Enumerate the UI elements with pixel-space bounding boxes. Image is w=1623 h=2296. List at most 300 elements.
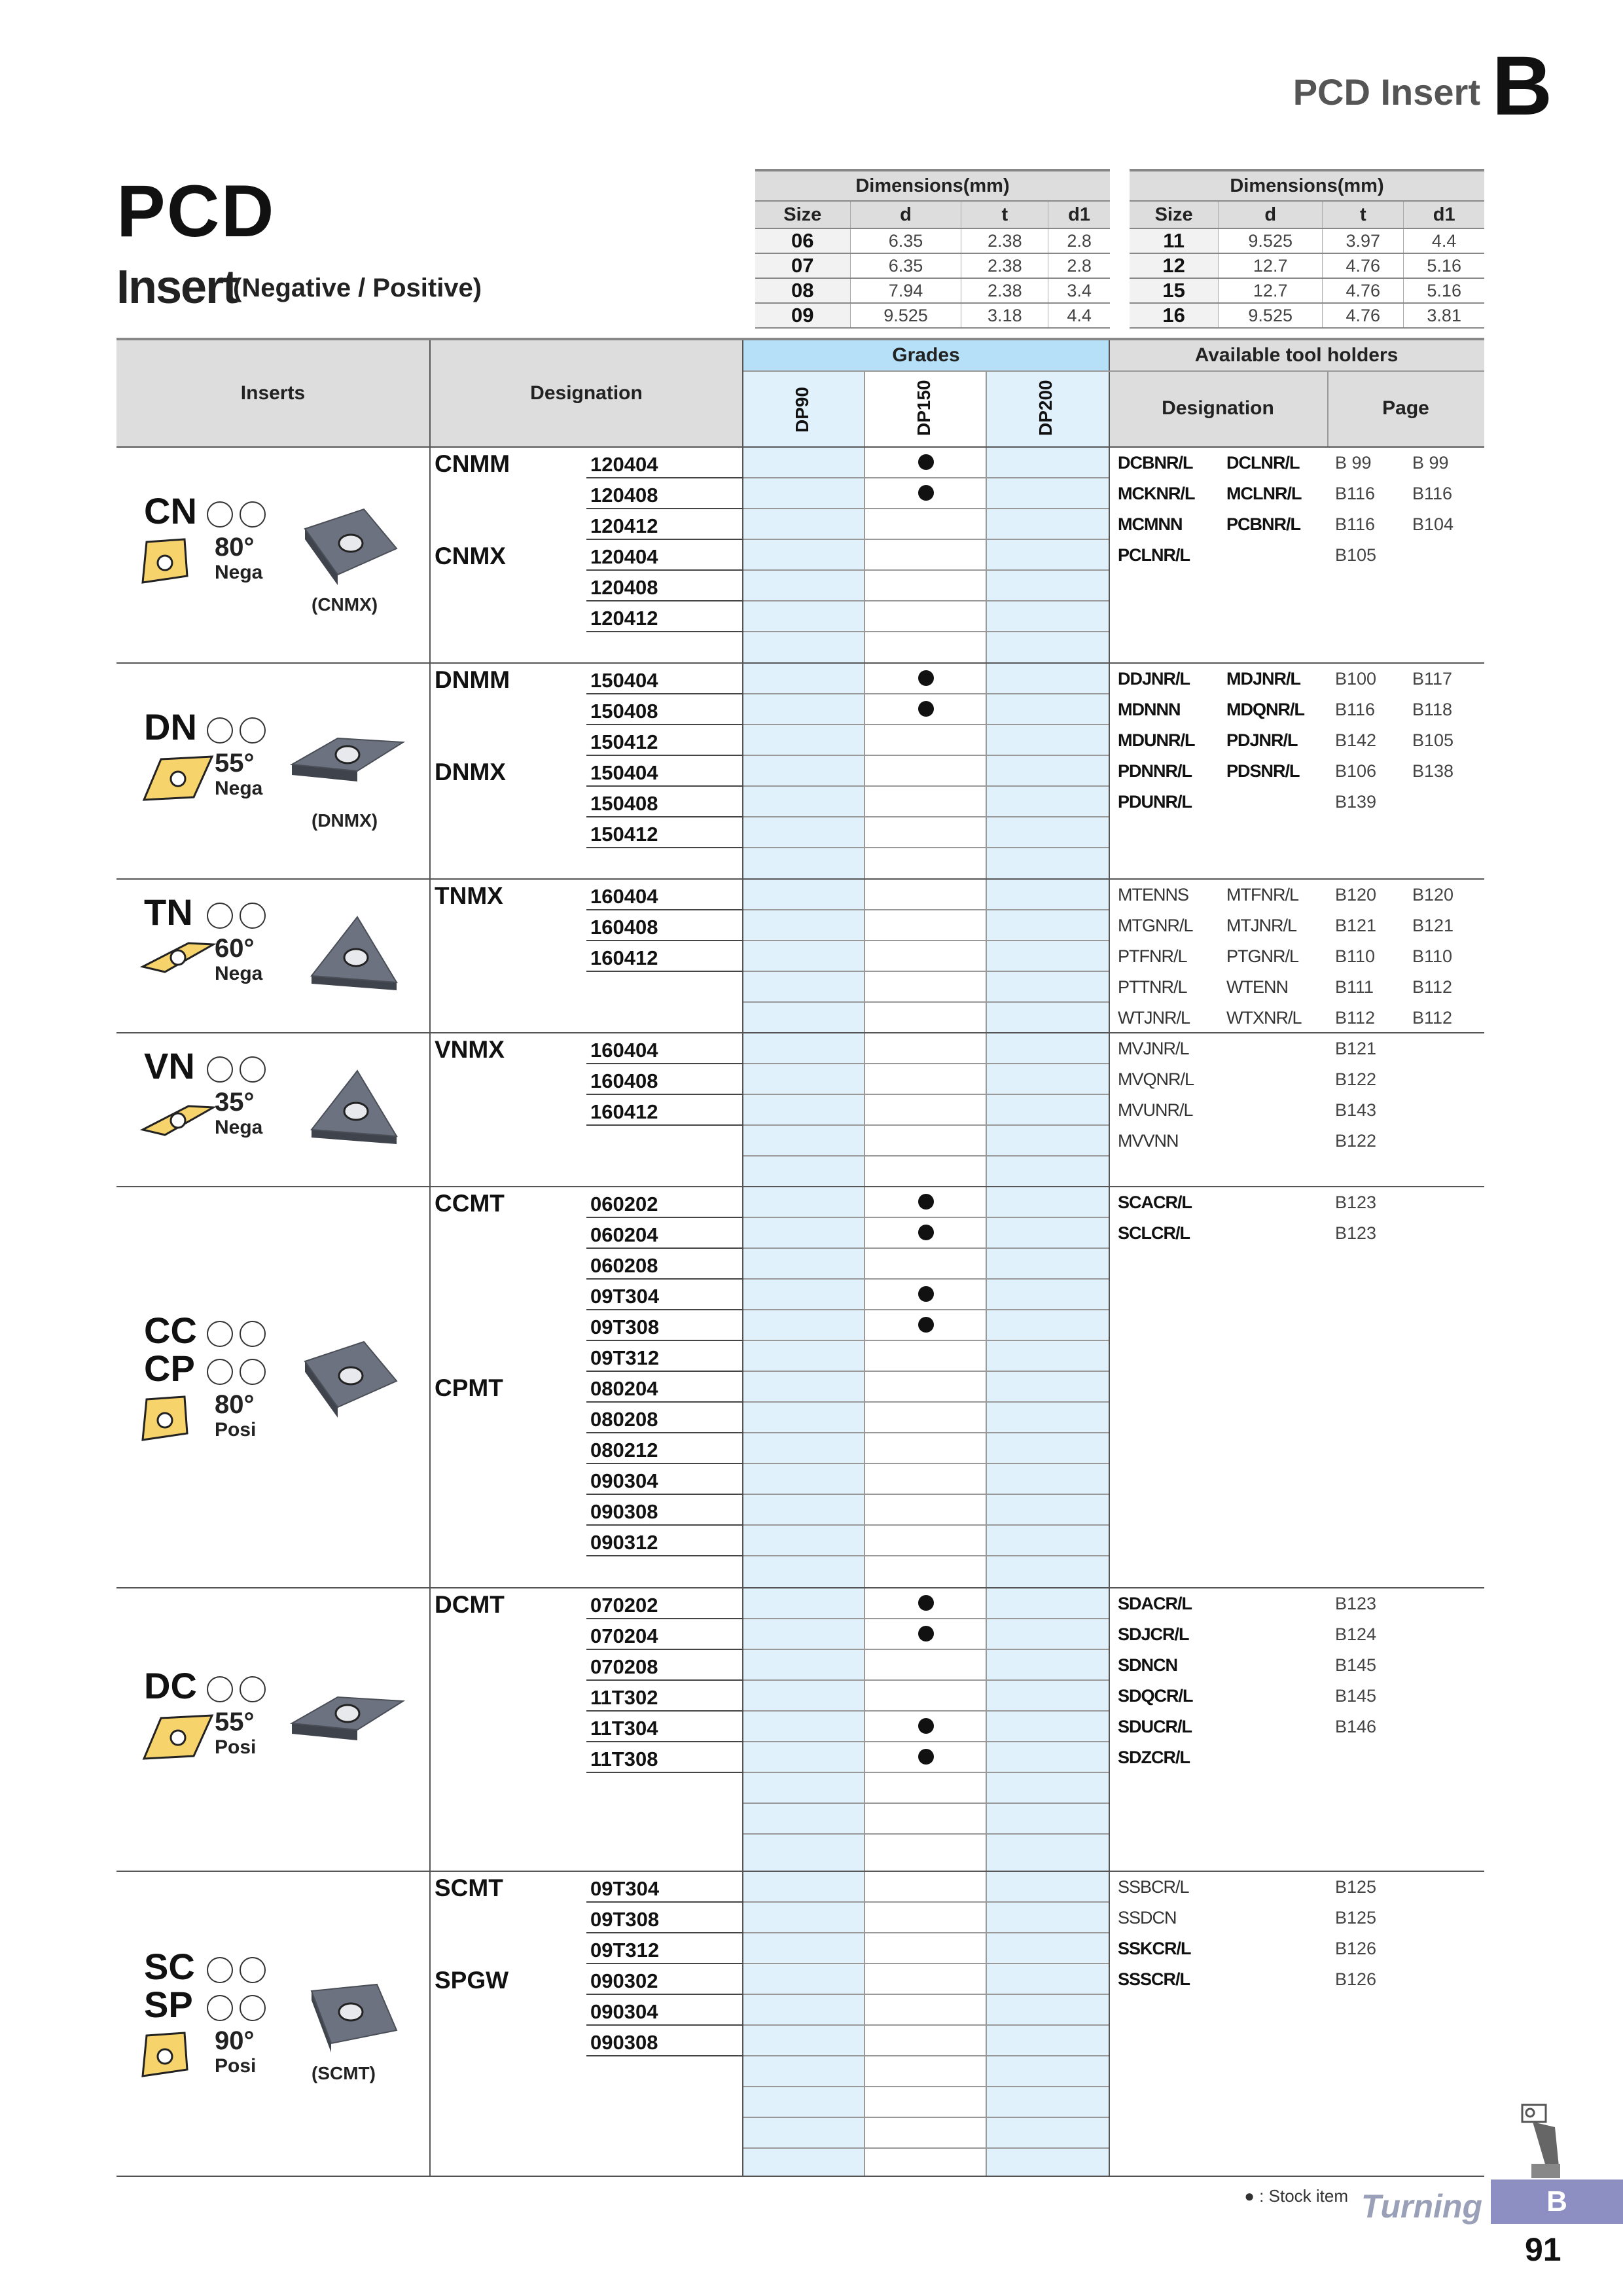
series-name: CNMX — [435, 543, 506, 569]
grade-label-dp150: DP150 — [914, 380, 934, 436]
holder-designation[interactable]: PCBNR/L — [1226, 514, 1300, 534]
holder-designation[interactable]: PDSNR/L — [1226, 761, 1300, 781]
holder-page[interactable]: B110 — [1412, 946, 1453, 966]
row-line — [743, 971, 1109, 972]
group-separator — [116, 1587, 1484, 1588]
insert-code[interactable]: 060204 — [590, 1223, 658, 1246]
insert-photo-icon — [285, 719, 410, 810]
holder-designation[interactable]: SSDCN — [1118, 1908, 1177, 1928]
insert-code[interactable]: 11T308 — [590, 1748, 658, 1770]
insert-type-name: CP — [144, 1347, 195, 1389]
row-line — [586, 1679, 743, 1681]
holder-designation[interactable]: DDJNR/L — [1118, 669, 1190, 689]
insert-code[interactable]: 150412 — [590, 730, 658, 753]
holder-designation[interactable]: MVQNR/L — [1118, 1069, 1194, 1089]
holder-page[interactable]: B112 — [1335, 1008, 1376, 1028]
row-line — [586, 724, 743, 725]
stock-dot-icon — [918, 454, 934, 470]
holder-page[interactable]: B125 — [1335, 1908, 1377, 1928]
holder-designation[interactable]: SSKCR/L — [1118, 1939, 1191, 1958]
insert-code[interactable]: 120408 — [590, 576, 658, 599]
row-line — [743, 1679, 1109, 1681]
holder-page[interactable]: B126 — [1335, 1939, 1377, 1958]
holder-designation[interactable]: SDNCN — [1118, 1655, 1178, 1675]
row-line — [586, 1371, 743, 1372]
holder-page[interactable]: B126 — [1335, 1969, 1377, 1989]
insert-shape-icon — [139, 1712, 217, 1764]
grade-col-dp200 — [987, 370, 1109, 2176]
insert-angle: 55° — [215, 749, 255, 778]
insert-angle: 80° — [215, 1390, 255, 1419]
insert-code[interactable]: 120404 — [590, 453, 658, 476]
insert-code[interactable]: 080212 — [590, 1439, 658, 1462]
row-line — [743, 1524, 1109, 1526]
insert-circle — [240, 903, 266, 929]
row-line — [586, 569, 743, 571]
row-line — [743, 1803, 1109, 1804]
insert-clearance-type: Nega — [215, 962, 263, 984]
insert-code[interactable]: 160412 — [590, 946, 658, 969]
holder-designation[interactable]: PDUNR/L — [1118, 792, 1192, 812]
product-subtitle: Insert — [116, 261, 238, 314]
insert-code[interactable]: 090312 — [590, 1531, 658, 1554]
row-line — [586, 1524, 743, 1526]
row-line — [743, 847, 1109, 848]
insert-code[interactable]: 060208 — [590, 1254, 658, 1277]
stock-dot-icon — [918, 1626, 934, 1641]
holder-page[interactable]: B104 — [1412, 514, 1454, 534]
row-line — [743, 1994, 1109, 1995]
row-line — [743, 1741, 1109, 1742]
section-letter: B — [1491, 39, 1552, 133]
row-line — [586, 971, 743, 972]
insert-circle — [240, 1676, 266, 1702]
row-line — [743, 508, 1109, 509]
holder-page[interactable]: B123 — [1335, 1223, 1377, 1243]
holder-designation-header: Designation — [1162, 397, 1274, 419]
row-line — [743, 1340, 1109, 1341]
holder-page[interactable]: B 99 — [1335, 453, 1372, 473]
insert-angle: 35° — [215, 1087, 255, 1117]
insert-code[interactable]: 09T304 — [590, 1877, 660, 1900]
section-name: Turning — [1361, 2188, 1482, 2225]
row-line — [586, 1094, 743, 1095]
insert-code[interactable]: 09T308 — [590, 1316, 660, 1338]
row-line — [586, 1063, 743, 1064]
row-line — [586, 2055, 743, 2056]
insert-code[interactable]: 070208 — [590, 1655, 658, 1678]
row-line — [743, 1963, 1109, 1964]
holder-designation[interactable]: SCACR/L — [1118, 1193, 1192, 1212]
row-line — [743, 569, 1109, 571]
row-line — [743, 1094, 1109, 1095]
insert-code[interactable]: 090302 — [590, 1969, 658, 1992]
designation-header: Designation — [530, 382, 643, 404]
series-name: DCMT — [435, 1591, 505, 1618]
holder-page[interactable]: B118 — [1412, 700, 1453, 719]
holder-designation[interactable]: SDACR/L — [1118, 1594, 1192, 1613]
row-line — [743, 755, 1109, 756]
insert-code[interactable]: 160412 — [590, 1100, 658, 1123]
holder-page[interactable]: B123 — [1335, 1594, 1377, 1613]
insert-code[interactable]: 09T304 — [590, 1285, 660, 1308]
row-line — [586, 940, 743, 941]
stock-dot-icon — [918, 701, 934, 717]
insert-code[interactable]: 150412 — [590, 823, 658, 846]
insert-type-name: VN — [144, 1045, 195, 1086]
group-separator — [116, 1032, 1484, 1033]
holder-designation[interactable]: MCLNR/L — [1226, 484, 1302, 503]
holder-page[interactable]: B142 — [1335, 730, 1377, 750]
stock-dot-icon — [918, 670, 934, 686]
insert-clearance-type: Posi — [215, 2055, 257, 2077]
row-line — [586, 847, 743, 848]
row-line — [586, 755, 743, 756]
row-line — [743, 1278, 1109, 1280]
insert-code[interactable]: 120412 — [590, 514, 658, 537]
holder-page[interactable]: B145 — [1335, 1655, 1377, 1675]
holder-designation[interactable]: SDQCR/L — [1118, 1686, 1193, 1706]
row-line — [586, 631, 743, 632]
divider — [742, 340, 743, 2176]
row-line — [743, 1772, 1109, 1773]
insert-code[interactable]: 160404 — [590, 885, 658, 908]
series-name: CPMT — [435, 1374, 503, 1401]
holder-designation[interactable]: MCKNR/L — [1118, 484, 1195, 503]
row-line — [586, 1217, 743, 1218]
insert-circle — [207, 717, 233, 744]
holder-page[interactable]: B100 — [1335, 669, 1377, 689]
row-line — [743, 2147, 1109, 2149]
group-separator — [116, 446, 1484, 448]
row-line — [743, 2055, 1109, 2056]
insert-shape-icon — [139, 1101, 217, 1140]
holder-page[interactable]: B125 — [1335, 1877, 1377, 1897]
insert-code[interactable]: 120412 — [590, 607, 658, 630]
series-name: TNMX — [435, 882, 503, 909]
row-line — [586, 1247, 743, 1249]
insert-clearance-type: Nega — [215, 1116, 263, 1138]
insert-code[interactable]: 160408 — [590, 1069, 658, 1092]
insert-type-name: SC — [144, 1946, 195, 1987]
insert-code[interactable]: 160404 — [590, 1039, 658, 1062]
insert-shape-icon — [139, 537, 191, 589]
row-line — [743, 477, 1109, 478]
holder-designation[interactable]: MVJNR/L — [1118, 1039, 1189, 1058]
holder-designation[interactable]: PTFNR/L — [1118, 946, 1187, 966]
insert-clearance-type: Posi — [215, 1418, 257, 1441]
inserts-header: Inserts — [240, 382, 306, 404]
holder-designation[interactable]: MTFNR/L — [1226, 885, 1298, 905]
row-line — [743, 631, 1109, 632]
row-line — [586, 1710, 743, 1712]
divider — [1109, 370, 1484, 372]
series-name: CNMM — [435, 450, 510, 477]
insert-code[interactable]: 150408 — [590, 700, 658, 723]
insert-code[interactable]: 09T312 — [590, 1939, 660, 1962]
row-line — [743, 1217, 1109, 1218]
holder-page[interactable]: B110 — [1335, 946, 1376, 966]
insert-code[interactable]: 11T304 — [590, 1717, 658, 1740]
insert-clearance-type: Posi — [215, 1736, 257, 1758]
row-line — [743, 1555, 1109, 1556]
row-line — [586, 909, 743, 910]
holder-designation[interactable]: MDQNR/L — [1226, 700, 1304, 719]
holder-page[interactable]: B120 — [1335, 885, 1377, 905]
row-line — [743, 1833, 1109, 1835]
holder-designation[interactable]: MTENNS — [1118, 885, 1188, 905]
insert-circle — [240, 1321, 266, 1347]
holder-designation[interactable]: PDJNR/L — [1226, 730, 1298, 750]
stock-dot-icon — [918, 485, 934, 501]
holder-page[interactable]: B116 — [1335, 700, 1376, 719]
insert-code[interactable]: 150404 — [590, 669, 658, 692]
holder-page[interactable]: B116 — [1335, 514, 1376, 534]
holder-designation[interactable]: SDJCR/L — [1118, 1624, 1189, 1644]
holder-page[interactable]: B143 — [1335, 1100, 1377, 1120]
row-line — [743, 2117, 1109, 2118]
holder-page[interactable]: B 99 — [1412, 453, 1449, 473]
insert-clearance-type: Nega — [215, 778, 263, 799]
stock-dot-icon — [918, 1595, 934, 1611]
row-line — [743, 1901, 1109, 1903]
holder-designation[interactable]: WTJNR/L — [1118, 1008, 1190, 1028]
holder-designation[interactable]: PCLNR/L — [1118, 545, 1190, 565]
row-line — [586, 1963, 743, 1964]
row-line — [743, 940, 1109, 941]
holder-page[interactable]: B116 — [1335, 484, 1376, 503]
row-line — [586, 1401, 743, 1403]
row-line — [586, 1309, 743, 1310]
row-line — [586, 1901, 743, 1903]
insert-type-name: CC — [144, 1309, 197, 1351]
holder-page[interactable]: B121 — [1335, 1039, 1377, 1058]
insert-code[interactable]: 090308 — [590, 2031, 658, 2054]
insert-clearance-type: Nega — [215, 562, 263, 583]
divider — [1327, 370, 1329, 446]
insert-code[interactable]: 060202 — [590, 1193, 658, 1215]
grades-header: Grades — [892, 344, 960, 366]
insert-photo-icon — [285, 1971, 410, 2063]
row-line — [743, 2086, 1109, 2087]
row-line — [586, 539, 743, 540]
insert-circle — [207, 501, 233, 528]
insert-type-name: DC — [144, 1664, 197, 1706]
holder-page[interactable]: B139 — [1335, 792, 1377, 812]
insert-photo-icon — [285, 503, 410, 594]
row-line — [743, 1494, 1109, 1495]
insert-code[interactable]: 09T308 — [590, 1908, 660, 1931]
holder-page[interactable]: B121 — [1335, 916, 1377, 935]
row-line — [743, 2024, 1109, 2026]
insert-shape-icon — [139, 2030, 191, 2083]
insert-code[interactable]: 090304 — [590, 1469, 658, 1492]
holder-page[interactable]: B120 — [1412, 885, 1454, 905]
grade-label-dp90: DP90 — [792, 386, 812, 433]
insert-circle — [207, 1995, 233, 2021]
holder-designation[interactable]: MTGNR/L — [1118, 916, 1193, 935]
stock-dot-icon — [918, 1286, 934, 1302]
holder-designation[interactable]: WTXNR/L — [1226, 1008, 1302, 1028]
insert-angle: 60° — [215, 933, 255, 963]
holder-designation[interactable]: MVUNR/L — [1118, 1100, 1193, 1120]
insert-angle: 80° — [215, 533, 255, 562]
product-subtitle-detail: (Negative / Positive) — [233, 274, 482, 302]
holder-page-header: Page — [1382, 397, 1429, 419]
holder-designation[interactable]: MDNNN — [1118, 700, 1181, 719]
holder-page[interactable]: B122 — [1335, 1131, 1377, 1151]
holder-page[interactable]: B146 — [1335, 1717, 1377, 1736]
holder-page[interactable]: B138 — [1412, 761, 1454, 781]
series-name: SPGW — [435, 1967, 509, 1994]
table-bottom-rule — [116, 2176, 1484, 2177]
group-separator — [116, 878, 1484, 880]
insert-code[interactable]: 080204 — [590, 1377, 658, 1400]
holder-designation[interactable]: MCMNN — [1118, 514, 1183, 534]
row-line — [743, 1401, 1109, 1403]
turning-tool-icon — [1509, 2101, 1568, 2179]
insert-circle — [240, 1056, 266, 1083]
insert-code[interactable]: 070202 — [590, 1594, 658, 1617]
insert-code[interactable]: 11T302 — [590, 1686, 658, 1709]
holder-page[interactable]: B105 — [1412, 730, 1454, 750]
holder-page[interactable]: B124 — [1335, 1624, 1377, 1644]
holder-designation[interactable]: SSSCR/L — [1118, 1969, 1190, 1989]
holder-page[interactable]: B121 — [1412, 916, 1454, 935]
holder-designation[interactable]: SSBCR/L — [1118, 1877, 1189, 1897]
holder-page[interactable]: B112 — [1412, 977, 1453, 997]
row-line — [586, 1932, 743, 1933]
holder-page[interactable]: B111 — [1335, 977, 1374, 997]
insert-circle — [207, 1359, 233, 1385]
holder-designation[interactable]: MVVNN — [1118, 1131, 1179, 1151]
series-name: VNMX — [435, 1036, 505, 1063]
holder-page[interactable]: B105 — [1335, 545, 1377, 565]
series-name: SCMT — [435, 1874, 503, 1901]
insert-type-name: SP — [144, 1984, 193, 2025]
row-line — [743, 909, 1109, 910]
insert-shape-icon — [139, 753, 217, 805]
row-line — [586, 477, 743, 478]
row-line — [743, 1124, 1109, 1126]
stock-dot-icon — [918, 1718, 934, 1734]
insert-angle: 90° — [215, 2026, 255, 2055]
row-line — [743, 1001, 1109, 1003]
divider — [743, 370, 1109, 372]
insert-code[interactable]: 120408 — [590, 484, 658, 507]
holder-page[interactable]: B106 — [1335, 761, 1377, 781]
insert-photo-caption: (CNMX) — [312, 594, 378, 615]
row-line — [743, 1063, 1109, 1064]
divider — [986, 370, 987, 2176]
insert-code[interactable]: 09T312 — [590, 1346, 660, 1369]
insert-code[interactable]: 150404 — [590, 761, 658, 784]
insert-code[interactable]: 080208 — [590, 1408, 658, 1431]
row-line — [586, 1432, 743, 1433]
stock-dot-icon — [918, 1225, 934, 1240]
insert-code[interactable]: 150408 — [590, 792, 658, 815]
holder-designation[interactable]: PTGNR/L — [1226, 946, 1299, 966]
insert-circle — [240, 717, 266, 744]
holder-page[interactable]: B145 — [1335, 1686, 1377, 1706]
row-line — [586, 1124, 743, 1126]
divider — [864, 370, 865, 2176]
row-line — [586, 785, 743, 787]
section-tab[interactable]: B — [1491, 2179, 1623, 2224]
insert-type-name: CN — [144, 490, 197, 531]
row-line — [743, 1463, 1109, 1464]
stock-dot-icon — [918, 1317, 934, 1333]
insert-photo-caption: (DNMX) — [312, 810, 378, 831]
holder-designation[interactable]: SDZCR/L — [1118, 1748, 1190, 1767]
holder-page[interactable]: B117 — [1412, 669, 1453, 689]
row-line — [743, 1710, 1109, 1712]
holder-designation[interactable]: WTENN — [1226, 977, 1288, 997]
row-line — [743, 539, 1109, 540]
holder-designation[interactable]: PDNNR/L — [1118, 761, 1192, 781]
insert-code[interactable]: 120404 — [590, 545, 658, 568]
insert-type-name: DN — [144, 706, 197, 747]
holder-designation[interactable]: SCLCR/L — [1118, 1223, 1190, 1243]
row-line — [743, 693, 1109, 694]
insert-photo-icon — [285, 1335, 410, 1427]
insert-code[interactable]: 160408 — [590, 916, 658, 939]
insert-circle — [207, 1957, 233, 1983]
divider — [1109, 340, 1110, 2176]
holder-page[interactable]: B123 — [1335, 1193, 1377, 1212]
insert-circle — [240, 501, 266, 528]
divider — [429, 340, 431, 2176]
row-line — [743, 1371, 1109, 1372]
group-separator — [116, 662, 1484, 664]
holder-designation[interactable]: PTTNR/L — [1118, 977, 1187, 997]
dimension-table-1: Dimensions(mm) Size d t d1 06 6.35 2.38 2.8 07 6.35 2.38 2.8 08 7.94 2.38 3.4 09 9.525 3.18 4.4 — [755, 169, 1110, 329]
row-line — [743, 1649, 1109, 1650]
insert-photo-icon — [285, 904, 410, 996]
insert-code[interactable]: 090304 — [590, 2000, 658, 2023]
holder-page[interactable]: B116 — [1412, 484, 1453, 503]
row-line — [586, 816, 743, 817]
insert-code[interactable]: 070204 — [590, 1624, 658, 1647]
insert-circle — [207, 1321, 233, 1347]
insert-photo-icon — [285, 1058, 410, 1149]
holder-designation[interactable]: MDUNR/L — [1118, 730, 1195, 750]
insert-type-name: TN — [144, 891, 193, 933]
insert-circle — [207, 1676, 233, 1702]
row-line — [743, 724, 1109, 725]
stock-dot-icon — [918, 1194, 934, 1210]
holder-designation[interactable]: MDJNR/L — [1226, 669, 1300, 689]
series-name: DNMX — [435, 759, 506, 785]
row-line — [743, 600, 1109, 601]
holder-designation[interactable]: MTJNR/L — [1226, 916, 1296, 935]
row-line — [586, 600, 743, 601]
holder-designation[interactable]: DCLNR/L — [1226, 453, 1300, 473]
holder-designation[interactable]: DCBNR/L — [1118, 453, 1193, 473]
holder-page[interactable]: B122 — [1335, 1069, 1377, 1089]
insert-photo-caption: (SCMT) — [312, 2063, 376, 2083]
insert-code[interactable]: 090308 — [590, 1500, 658, 1523]
insert-circle — [207, 1056, 233, 1083]
holder-page[interactable]: B112 — [1412, 1008, 1453, 1028]
grade-col-dp90 — [743, 370, 864, 2176]
row-line — [743, 816, 1109, 817]
insert-circle — [240, 1359, 266, 1385]
insert-shape-icon — [139, 938, 217, 977]
insert-circle — [240, 1957, 266, 1983]
holder-designation[interactable]: SDUCR/L — [1118, 1717, 1192, 1736]
insert-circle — [207, 903, 233, 929]
